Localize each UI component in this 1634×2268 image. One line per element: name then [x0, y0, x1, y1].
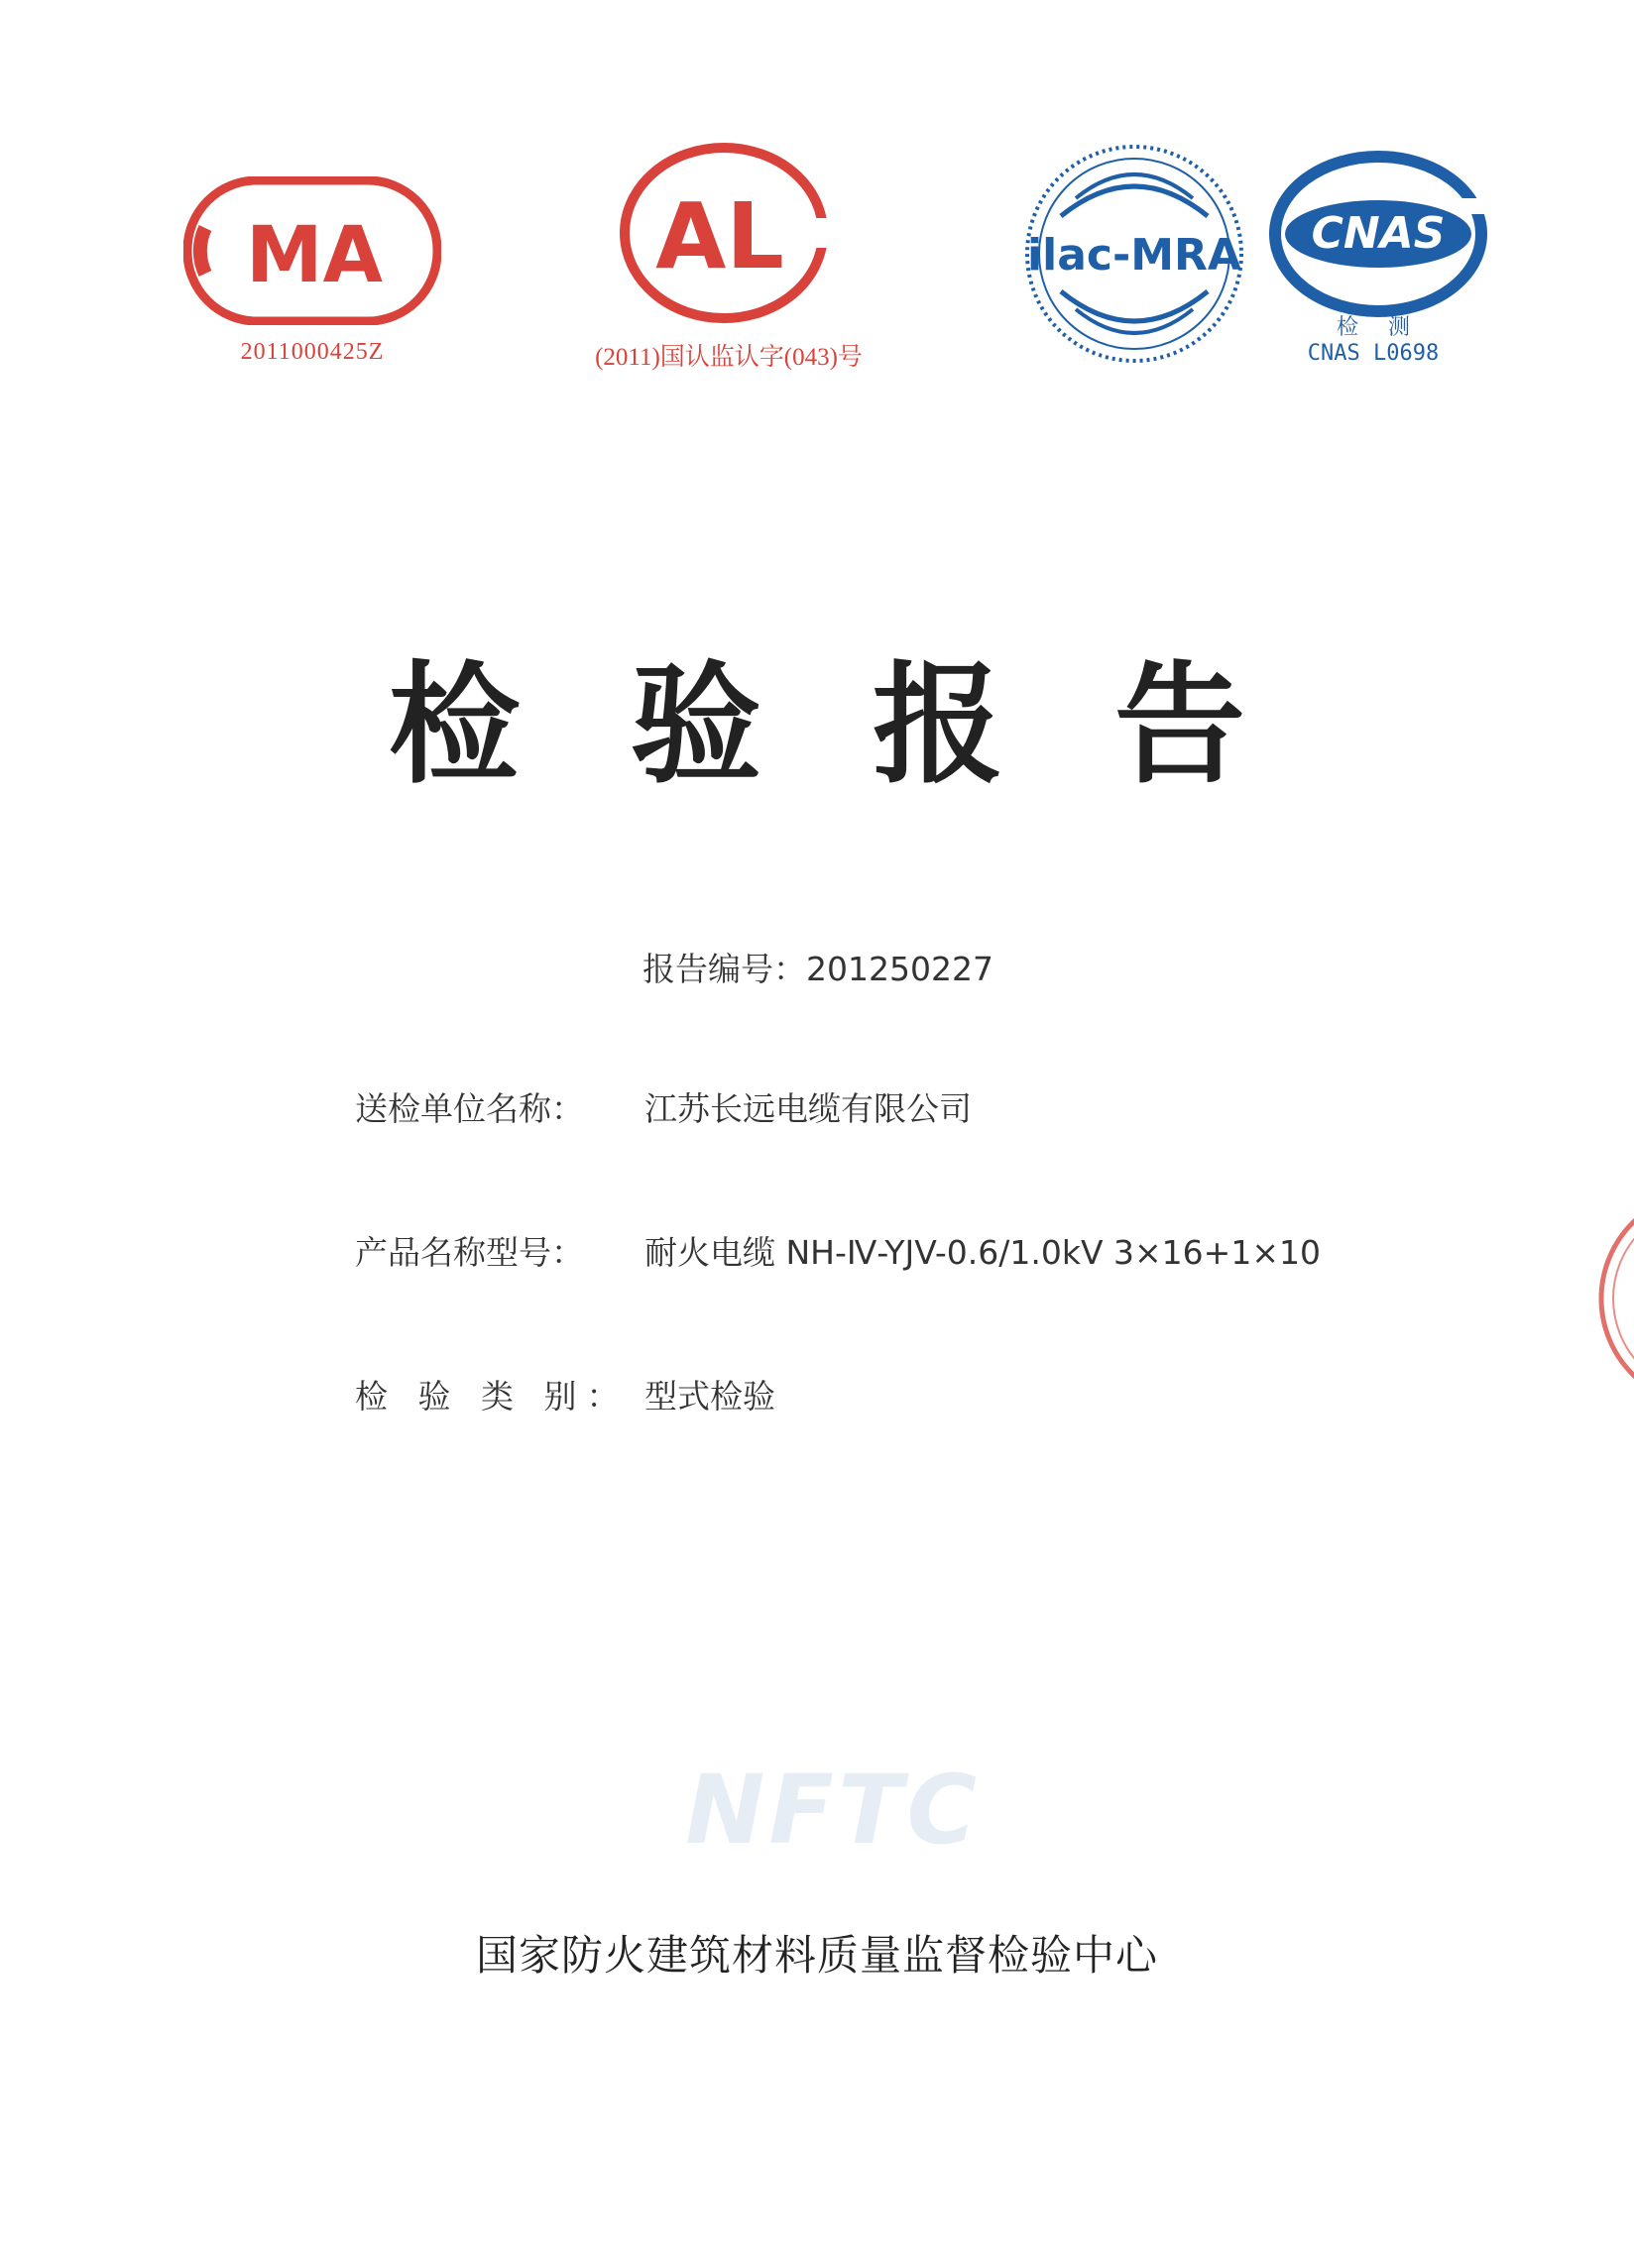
field-value: 江苏长远电缆有限公司 [644, 1089, 972, 1128]
cal-logo-text: AL [655, 183, 784, 289]
field-value: 耐火电缆 NH-Ⅳ-YJV-0.6/1.0kV 3×16+1×10 [644, 1233, 1321, 1272]
field-label: 产品名称型号： [355, 1233, 584, 1272]
ilac-mra-logo [1021, 137, 1247, 371]
report-title: 检验报告 [389, 649, 1356, 802]
field-label: 送检单位名称： [355, 1089, 584, 1128]
cnas-logo-text: CNAS [1311, 208, 1446, 259]
cnas-logo-mark [1264, 149, 1492, 317]
cal-logo-mark [615, 139, 833, 327]
field-submitter [355, 1083, 972, 1130]
report-number [642, 944, 993, 990]
ilac-mra-mark [1021, 137, 1247, 371]
field-category [355, 1371, 775, 1418]
cma-code: 2011000425Z [240, 339, 385, 365]
field-value: 型式检验 [644, 1377, 775, 1416]
field-label: 检 验 类 别： [355, 1377, 630, 1416]
cal-code: (2011)国认监认字(043)号 [595, 344, 863, 371]
cnas-sub-caption [1269, 315, 1477, 367]
field-product [355, 1227, 1321, 1274]
cma-logo-mark [183, 176, 441, 325]
cnas-sub-cn: 检测 [1336, 315, 1440, 340]
cal-logo [615, 139, 833, 327]
stamp-edge-mark [1594, 1185, 1634, 1413]
cma-logo [183, 176, 441, 325]
nftc-watermark: NFTC [685, 1755, 981, 1866]
issuing-authority: 国家防火建筑材料质量监督检验中心 [475, 1931, 1158, 1980]
cnas-logo [1264, 149, 1492, 317]
stamp-edge-icon [1594, 1185, 1634, 1417]
ilac-mra-text: ilac-MRA [1027, 230, 1241, 281]
cma-logo-text: MA [246, 211, 383, 300]
cnas-sub-code: CNAS L0698 [1307, 341, 1440, 366]
report-number-label: 报告编号： [642, 950, 806, 988]
report-number-value: 201250227 [806, 950, 993, 988]
